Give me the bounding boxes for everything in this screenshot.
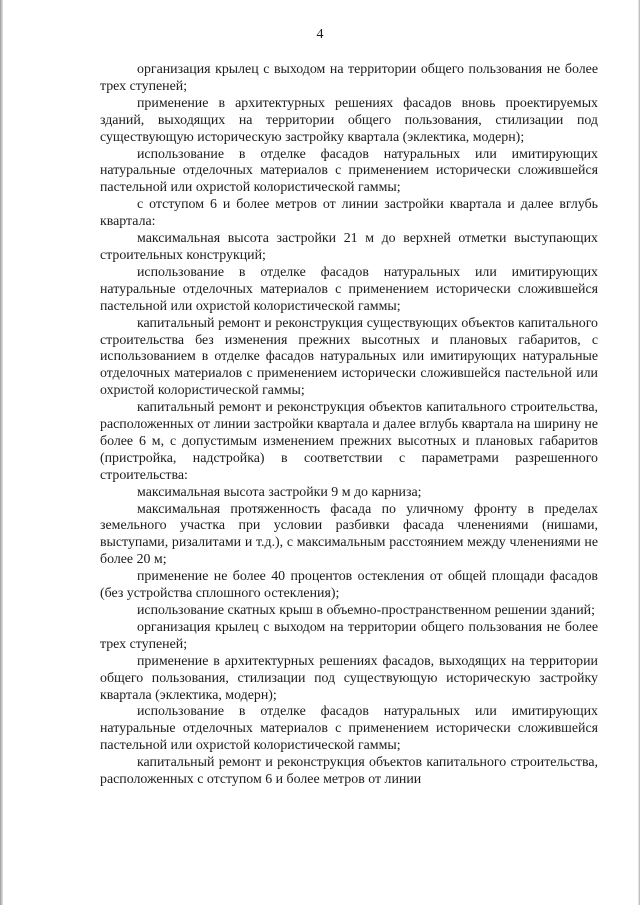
paragraph: максимальная высота застройки 21 м до верхней отметки выступающих строительных конструкций; [100, 231, 598, 263]
document-body [100, 62, 598, 789]
paragraph: использование в отделке фасадов натуральных или имитирующих натуральные отделочных материалов с применением исторически сложившейся пастельной или охристой колористической гаммы; [100, 146, 598, 196]
paragraph: с отступом 6 и более метров от линии застройки квартала и далее вглубь квартала: [100, 197, 598, 230]
paragraph: применение в архитектурных решениях фасадов вновь проектируемых зданий, выходящих на территории общего пользования, стилизации под существующую историческую застройку квартала (эклектика, модерн); [100, 95, 598, 145]
page-number: 4 [316, 27, 324, 42]
paragraph: максимальная протяженность фасада по уличному фронту в пределах земельного участка при условии разбивки фасада членениями (нишами, выступами, ризалитами и т.д.), с максимальным расстоянием между членениями не более 20 м; [100, 501, 598, 568]
paragraph: использование скатных крыш в объемно-пространственном решении зданий; [137, 603, 595, 618]
paragraph: организация крылец с выходом на территории общего пользования не более трех ступеней; [100, 619, 598, 652]
paragraph: использование в отделке фасадов натуральных или имитирующих натуральные отделочных материалов с применением исторически сложившейся пастельной или охристой колористической гаммы; [100, 704, 598, 754]
paragraph: капитальный ремонт и реконструкция объектов капитального строительства, расположенных с отступом 6 и более метров от линии [100, 755, 598, 788]
paragraph: организация крылец с выходом на территории общего пользования не более трех ступеней; [100, 62, 598, 94]
paragraph: максимальная высота застройки 9 м до карниза; [137, 484, 422, 500]
paragraph: применение не более 40 процентов остекления от общей площади фасадов (без устройства сплошного остекления); [100, 569, 598, 602]
scan-edge-left [0, 0, 3, 905]
paragraph: капитальный ремонт и реконструкция объектов капитального строительства, расположенных от линии застройки квартала и далее вглубь квартала на ширину не более 6 м, с допустимым изменением прежних высотных и плановых габаритов (пристройка, надстройка) в соответствии с параметрами разрешенного строительства: [100, 400, 598, 483]
paragraph: использование в отделке фасадов натуральных или имитирующих натуральные отделочных материалов с применением исторически сложившейся пастельной или охристой колористической гаммы; [100, 264, 598, 314]
paragraph: капитальный ремонт и реконструкция существующих объектов капитального строительства без изменения прежних высотных и плановых габаритов, с использованием в отделке фасадов натуральных или имитирующих натуральные отделочных материалов с применением исторически сложившейся пастельной или охристой колористической гаммы; [100, 315, 598, 399]
paragraph: применение в архитектурных решениях фасадов, выходящих на территории общего пользования, стилизации под существующую историческую застройку квартала (эклектика, модерн); [100, 653, 598, 703]
